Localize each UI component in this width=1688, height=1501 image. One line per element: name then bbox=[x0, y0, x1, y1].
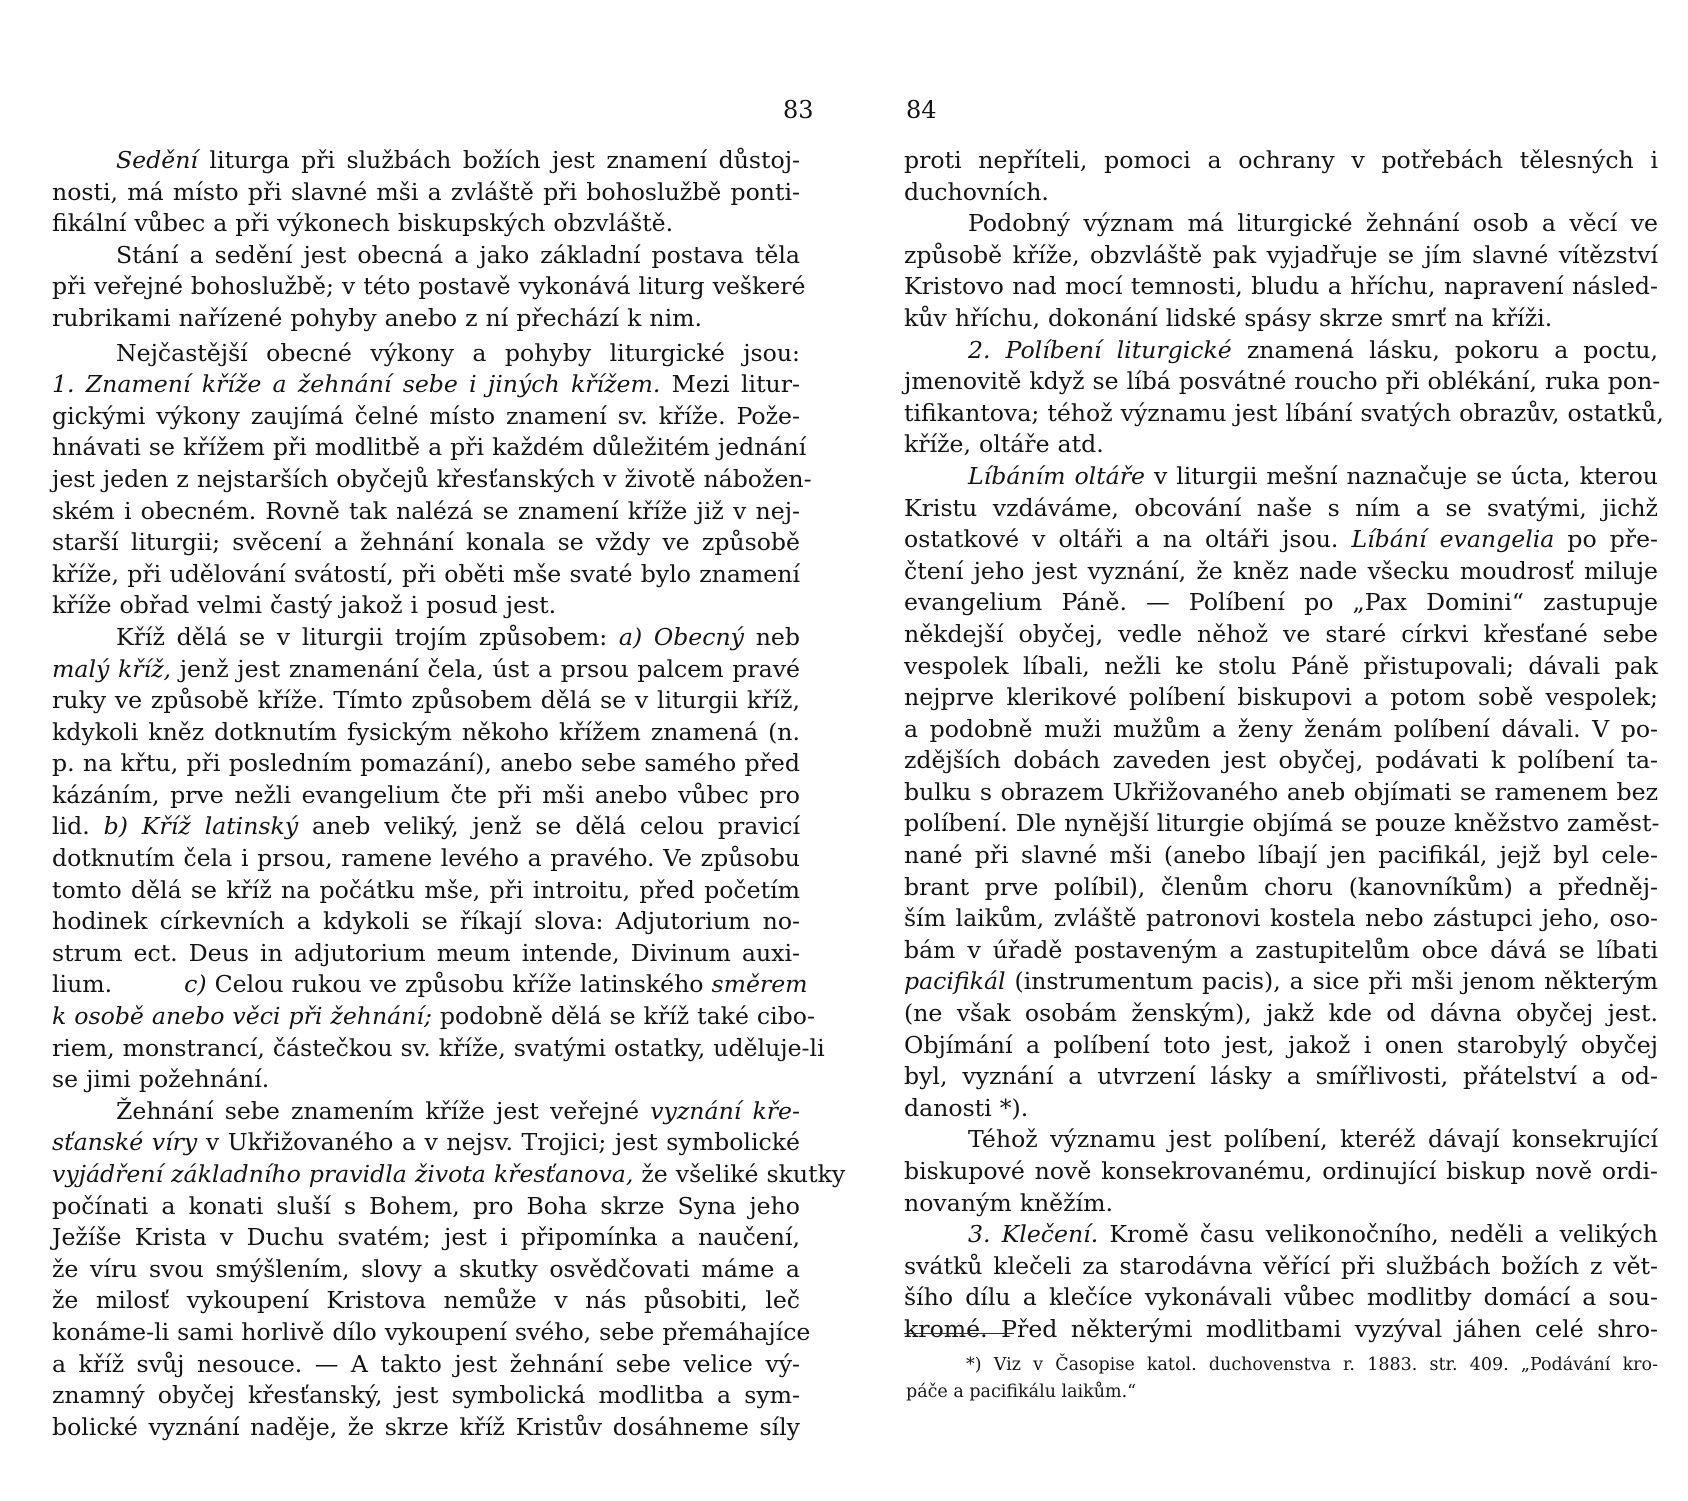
footnote-line: páče a pacifikálu laikům.“ bbox=[906, 1382, 1137, 1402]
text-line: nejprve klerikové políbení biskupovi a potom sobě vespolek; bbox=[904, 683, 1658, 712]
footnote-divider bbox=[904, 1333, 1014, 1334]
text-line: Stání a sedění jest obecná a jako základní postava těla bbox=[116, 240, 800, 269]
text-line: jmenovitě když se líbá posvátné roucho při oblékání, ruka pon- bbox=[904, 367, 1661, 396]
text-line: a podobně muži mužům a ženy ženám políbení dávali. V po- bbox=[904, 714, 1658, 743]
text-line: šího dílu a klečíce vykonávali vůbec modlitby domácí a sou- bbox=[904, 1283, 1658, 1312]
text-line: danosti *). bbox=[904, 1093, 1029, 1122]
text-line: rubrikami nařízené pohyby anebo z ní přechází k nim. bbox=[52, 303, 702, 332]
text-line: Kristu vzdáváme, obcování naše s ním a se svatými, jichž bbox=[904, 493, 1658, 522]
text-line: kříže, při udělování svátostí, při oběti mše svaté bylo znamení bbox=[52, 559, 800, 588]
text-line: Objímání a políbení toto jest, jakož i onen starobylý obyčej bbox=[904, 1030, 1658, 1059]
text-line: tomto dělá se kříž na počátku mše, při introitu, před početím bbox=[52, 875, 800, 904]
text-line: bolické vyznání naděje, že skrze kříž Kristův dosáhneme síly bbox=[52, 1412, 800, 1441]
text-line: evangelium Páně. — Políbení po „Pax Domini“ zastupuje bbox=[904, 588, 1658, 617]
text-line: kromé. Před některými modlitbami vyzýval jáhen celé shro- bbox=[904, 1314, 1658, 1343]
text-line: gickými výkony zaujímá čelné místo znamení sv. kříže. Pože- bbox=[52, 401, 800, 430]
text-line: někdejší obyčej, vedle něhož ve staré církvi křesťané sebe bbox=[904, 619, 1658, 648]
text-line: 1. Znamení kříže a žehnání sebe i jiných křížem. Mezi litur- bbox=[52, 370, 800, 399]
text-line: čtení jeho jest vyznání, že kněz nade všecku moudrosť miluje bbox=[904, 556, 1658, 585]
text-line: fikální vůbec a při výkonech biskupských obzvláště. bbox=[52, 209, 674, 238]
text-line: Sedění liturga při službách božích jest znamení důstoj- bbox=[116, 146, 800, 174]
text-line: riem, monstrancí, částečkou sv. kříže, svatými ostatky, uděluje-li bbox=[52, 1033, 825, 1062]
right-page bbox=[844, 0, 1688, 1501]
text-line: lium. c) Celou rukou ve způsobu kříže latinského směrem bbox=[52, 970, 808, 999]
text-line: jest jeden z nejstarších obyčejů křesťanských v životě nábožen- bbox=[52, 464, 812, 493]
text-line: ském i obecném. Rovně tak nalézá se znamení kříže již v nej- bbox=[52, 496, 800, 525]
text-line: (ne však osobám ženským), jakž kde od dávna obyčej jest. bbox=[904, 999, 1658, 1028]
text-line: biskupové nově konsekrovanému, ordinující biskup nově ordi- bbox=[904, 1157, 1658, 1185]
text-line: kův hříchu, dokonání lidské spásy skrze smrť na kříži. bbox=[904, 303, 1553, 332]
text-line: proti nepříteli, pomoci a ochrany v potřebách tělesných i bbox=[904, 146, 1658, 174]
text-line: sťanské víry v Ukřižovaného a v nejsv. Trojici; jest symbolické bbox=[52, 1128, 800, 1157]
footnote-line: *) Viz v Časopise katol. duchovenstva r. 1883. str. 409. „Podávání kro- bbox=[966, 1355, 1658, 1375]
text-line: bám v úřadě postaveným a zastupitelům obce dává se líbati bbox=[904, 935, 1658, 964]
page-body-text bbox=[52, 145, 846, 1443]
text-line: při veřejné bohoslužbě; v této postavě vykonává liturg veškeré bbox=[52, 272, 806, 301]
text-line: způsobě kříže, obzvláště pak vyjadřuje se jím slavné vítězství bbox=[904, 240, 1658, 269]
text-line: Nejčastější obecné výkony a pohyby liturgické jsou: bbox=[116, 338, 800, 367]
text-line: dotknutím čela i prsou, ramene levého a pravého. Ve způsobu bbox=[52, 844, 800, 873]
text-line: Kristovo nad mocí temnosti, bludu a hříchu, napravení násled- bbox=[904, 272, 1658, 301]
text-line: vyjádření základního pravidla života křesťanova, že všeliké skutky bbox=[52, 1160, 846, 1188]
text-line: novaným kněžím. bbox=[904, 1188, 1113, 1217]
text-line: Ježíše Krista v Duchu svatém; jest i připomínka a naučení, bbox=[52, 1223, 800, 1252]
text-line: Podobný význam má liturgické žehnání osob a věcí ve bbox=[968, 209, 1658, 238]
page-number: 84 bbox=[906, 96, 937, 124]
text-line: hodinek církevních a kdykoli se říkají slova: Adjutorium no- bbox=[52, 907, 800, 936]
text-line: nané při slavné mši (anebo líbají jen pacifikál, jejž byl cele- bbox=[904, 841, 1658, 870]
text-line: bulku s obrazem Ukřižovaného aneb objímati se ramenem bez bbox=[904, 777, 1658, 806]
text-line: kříže obřad velmi častý jakož i posud jest. bbox=[52, 591, 557, 620]
text-line: starší liturgii; svěcení a žehnání konala se vždy ve způsobě bbox=[52, 528, 800, 557]
text-line: počínati a konati sluší s Bohem, pro Boha skrze Syna jeho bbox=[52, 1191, 800, 1220]
text-line: hnávati se křížem při modlitbě a při každém důležitém jednání bbox=[52, 433, 807, 462]
footnote bbox=[906, 1352, 1658, 1406]
text-line: byl, vyznání a utvrzení lásky a smířlivosti, přátelství a od- bbox=[904, 1062, 1658, 1091]
text-line: kdykoli kněz dotknutím fysickým někoho křížem znamená (n. bbox=[52, 717, 800, 746]
text-line: znamný obyčej křesťanský, jest symbolická modlitba a sym- bbox=[52, 1381, 800, 1410]
text-line: ostatkové v oltáři a na oltáři jsou. Líbání evangelia po pře- bbox=[904, 525, 1659, 554]
text-line: konáme-li sami horlivě dílo vykoupení svého, sebe přemáhajíce bbox=[52, 1317, 811, 1346]
text-line: duchovních. bbox=[904, 177, 1049, 206]
text-line: svátků klečeli za starodávna věřící při službách božích z vět- bbox=[904, 1251, 1658, 1280]
text-line: Téhož významu jest políbení, kteréž dávají konsekrující bbox=[968, 1125, 1658, 1154]
text-line: že víru svou smýšlením, slovy a skutky osvědčovati máme a bbox=[52, 1254, 800, 1283]
text-line: Líbáním oltáře v liturgii mešní naznačuje se úcta, kterou bbox=[968, 461, 1658, 490]
text-line: se jimi požehnání. bbox=[52, 1065, 270, 1094]
text-line: malý kříž, jenž jest znamenání čela, úst a prsou palcem pravé bbox=[52, 654, 800, 683]
page-number: 83 bbox=[783, 96, 814, 124]
text-line: pacifikál (instrumentum pacis), a sice při mši jenom některým bbox=[904, 967, 1658, 996]
text-line: nosti, má místo při slavné mši a zvláště při bohoslužbě ponti- bbox=[52, 177, 800, 206]
text-line: zdějších dobách zaveden jest obyčej, podávati k políbení ta- bbox=[904, 746, 1658, 775]
text-line: a kříž svůj nesouce. — A takto jest žehnání sebe velice vý- bbox=[52, 1349, 800, 1378]
text-line: že milosť vykoupení Kristova nemůže v nás působiti, leč bbox=[52, 1286, 800, 1315]
text-line: lid. b) Kříž latinský aneb veliký, jenž se dělá celou pravicí bbox=[52, 812, 800, 841]
text-line: k osobě anebo věci při žehnání; podobně dělá se kříž také cibo- bbox=[52, 1002, 815, 1031]
text-line: Kříž dělá se v liturgii trojím způsobem: a) Obecný neb bbox=[116, 622, 800, 651]
text-line: tifikantova; téhož významu jest líbání svatých obrazův, ostatků, bbox=[904, 398, 1664, 427]
text-line: Žehnání sebe znamením kříže jest veřejné vyznání kře- bbox=[116, 1096, 800, 1125]
page-body-text bbox=[904, 145, 1664, 1346]
text-line: ruky ve způsobě kříže. Tímto způsobem dělá se v liturgii kříž, bbox=[52, 686, 800, 715]
text-line: p. na křtu, při posledním pomazání), anebo sebe samého před bbox=[52, 749, 800, 778]
text-line: kříže, oltáře atd. bbox=[904, 430, 1104, 459]
text-line: kázáním, prve nežli evangelium čte při mši anebo vůbec pro bbox=[52, 780, 800, 809]
text-line: 2. Políbení liturgické znamená lásku, pokoru a poctu, bbox=[968, 335, 1658, 364]
text-line: políbení. Dle nynější liturgie objímá se pouze kněžstvo zaměst- bbox=[904, 809, 1660, 838]
text-line: brant prve políbil), členům choru (kanovníkům) a předněj- bbox=[904, 872, 1658, 901]
text-line: vespolek líbali, nežli ke stolu Páně přistupovali; dávali pak bbox=[904, 651, 1658, 680]
text-line: ším laikům, zvláště patronovi kostela nebo zástupci jeho, oso- bbox=[904, 904, 1658, 933]
text-line: 3. Klečení. Kromě času velikonočního, neděli a velikých bbox=[968, 1220, 1658, 1249]
text-line: strum ect. Deus in adjutorium meum intende, Divinum auxi- bbox=[52, 938, 800, 967]
